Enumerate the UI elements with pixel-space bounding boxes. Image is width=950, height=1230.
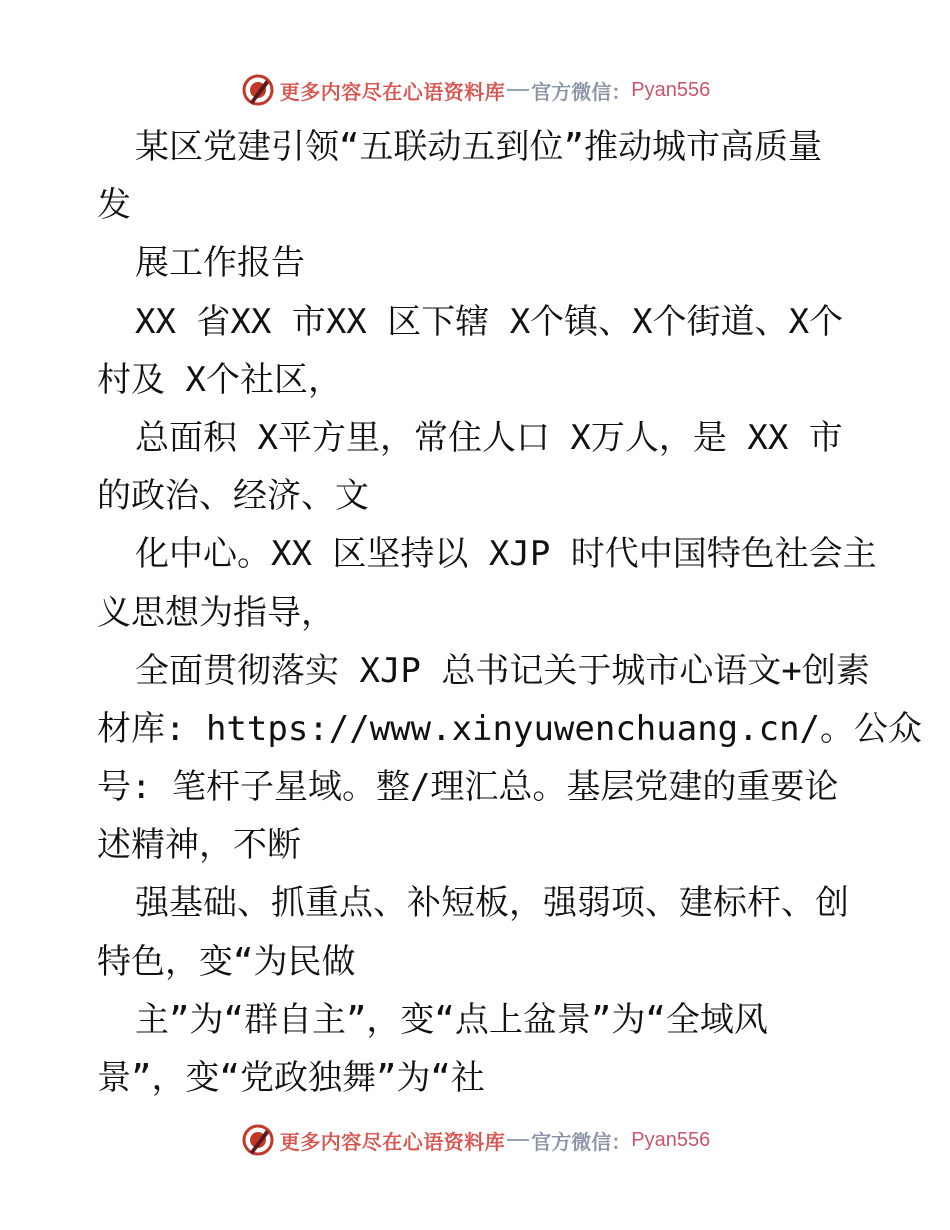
document-line: 发 bbox=[97, 185, 131, 226]
document-line: 的政治、经济、文 bbox=[97, 476, 369, 517]
document-line: 主”为“群自主”，变“点上盆景”为“全域风 bbox=[135, 999, 768, 1040]
brush-logo-icon bbox=[240, 1122, 276, 1158]
document-line: 号: 笔杆子星域。整/理汇总。基层党建的重要论 bbox=[97, 767, 839, 808]
document-line: 述精神，不断 bbox=[97, 825, 301, 866]
banner-wechat-label: 官方微信： bbox=[531, 81, 632, 104]
document-line: 某区党建引领“五联动五到位”推动城市高质量 bbox=[135, 127, 822, 167]
banner-slogan: 更多内容尽在心语资料库 bbox=[279, 81, 506, 104]
document-body bbox=[97, 118, 923, 1107]
document-line: XX 省XX 市XX 区下辖 X个镇、X个街道、X个 bbox=[135, 301, 844, 342]
document-line: 特色，变“为民做 bbox=[97, 941, 356, 982]
document-line: 总面积 X平方里，常住人口 X万人，是 XX 市 bbox=[135, 417, 843, 458]
banner-wechat-id: Pyan556 bbox=[631, 78, 711, 101]
document-line: 景”，变“党政独舞”为“社 bbox=[97, 1058, 485, 1098]
document-line: 强基础、抓重点、补短板，强弱项、建标杆、创 bbox=[135, 883, 849, 924]
brush-logo-icon bbox=[240, 72, 276, 108]
banner-slogan: 更多内容尽在心语资料库 bbox=[279, 1131, 506, 1154]
document-line: 化中心。XX 区坚持以 XJP 时代中国特色社会主 bbox=[135, 534, 877, 575]
banner-divider bbox=[507, 89, 529, 91]
document-line: 义思想为指导， bbox=[97, 592, 335, 633]
document-line: 材库: https://www.xinyuwenchuang.cn/。公众 bbox=[97, 708, 923, 749]
document-line: 展工作报告 bbox=[135, 243, 305, 284]
footer-banner bbox=[0, 1120, 950, 1160]
header-banner bbox=[0, 70, 950, 110]
document-line: 全面贯彻落实 XJP 总书记关于城市心语文+创素 bbox=[135, 650, 870, 691]
document-line: 村及 X个社区， bbox=[97, 359, 342, 400]
banner-wechat-id: Pyan556 bbox=[631, 1128, 711, 1151]
banner-wechat-label: 官方微信： bbox=[531, 1131, 632, 1154]
banner-divider bbox=[507, 1139, 529, 1141]
